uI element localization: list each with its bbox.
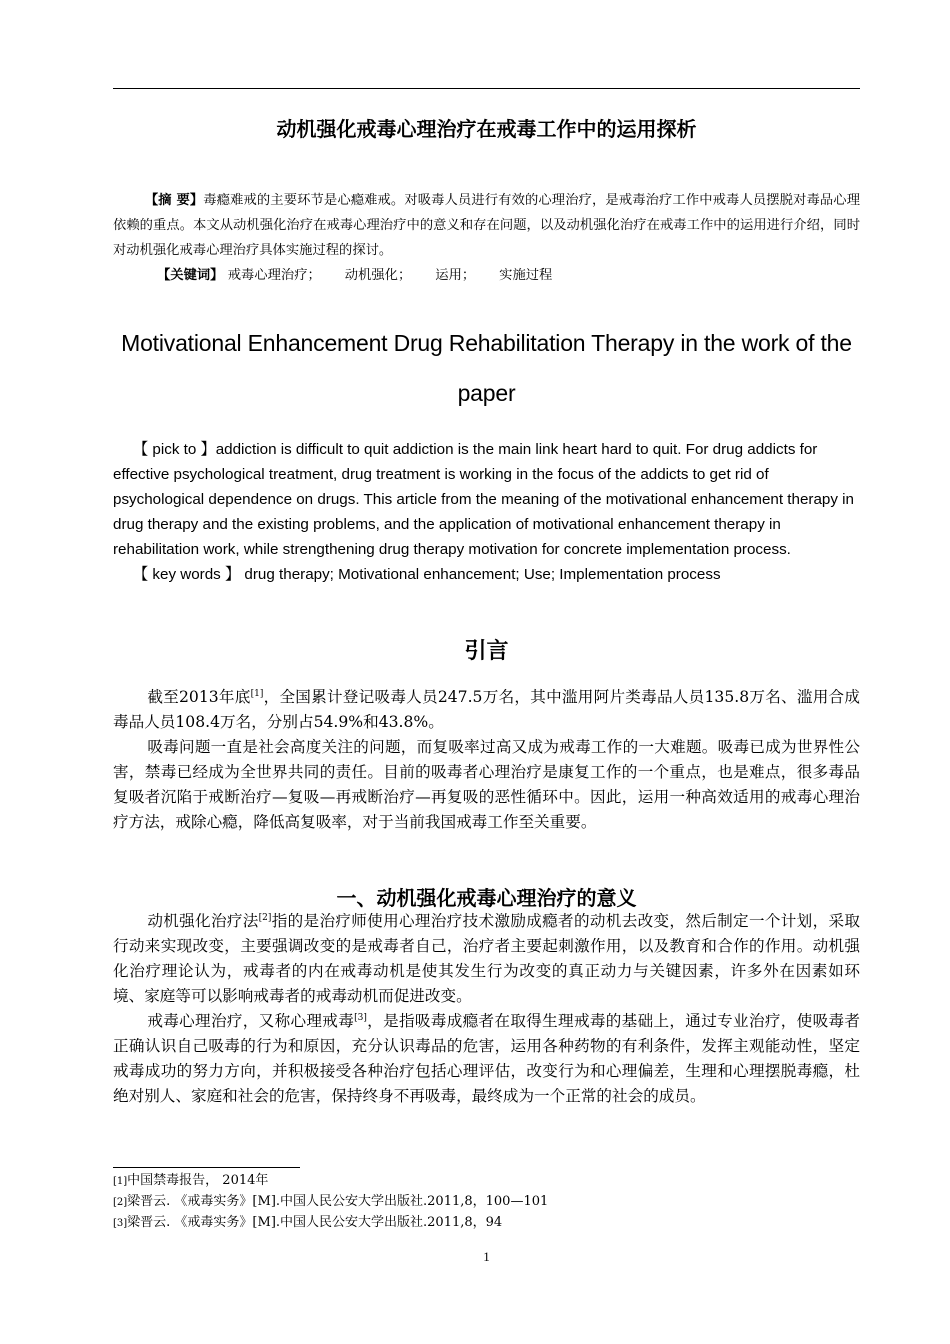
keyword-item: 运用； [435,268,476,283]
keywords-english [113,562,860,587]
keywords-english-text: drug therapy; Motivational enhancement; Use; Implementation process [240,566,721,583]
footnote-text: 中国禁毒报告， 2014年 [127,1173,269,1188]
keyword-item: 实施过程 [499,268,553,283]
keyword-item: 戒毒心理治疗； [227,268,321,283]
footnotes [113,1171,860,1234]
citation-ref[interactable]: [3] [354,1013,367,1023]
abstract-english-paragraph [113,437,860,562]
title-english: Motivational Enhancement Drug Rehabilitation Therapy in the work of the paper [121,330,852,406]
paragraph [113,909,860,1009]
introduction-body [113,685,860,835]
footnote-ref: [1] [113,1176,128,1187]
abstract-label: 【摘 要】 [144,193,204,208]
footnote-text: 梁晋云. 《戒毒实务》[M].中国人民公安大学出版社.2011,8，100—101 [127,1194,549,1209]
footnote-ref: [2] [113,1197,128,1208]
abstract-text: 毒瘾难戒的主要环节是心瘾难戒。对吸毒人员进行有效的心理治疗，是戒毒治疗工作中戒毒人员摆脱对毒品心理依赖的重点。本文从动机强化治疗在戒毒心理治疗中的意义和存在问题，以及动机强化治疗在戒毒工作中的运用进行介绍，同时对动机强化戒毒心理治疗具体实施过程的探讨。 [113,193,860,258]
keywords-english-label: 【 key words 】 [133,566,241,583]
footnote [113,1171,860,1192]
footnote [113,1192,860,1213]
paragraph [113,1009,860,1109]
abstract-chinese-paragraph [113,188,860,263]
citation-ref[interactable]: [2] [258,913,272,923]
footnote-text: 梁晋云. 《戒毒实务》[M].中国人民公安大学出版社.2011,8，94 [127,1215,503,1230]
text-run: ，全国累计登记吸毒人员247.5万名，其中滥用阿片类毒品人员135.8万名、滥用合成毒品人员108.4万名，分别占54.9%和43.8%。 [113,688,860,731]
text-run: 指的是治疗师使用心理治疗技术激励成瘾者的动机去改变，然后制定一个计划，采取行动来实现改变，主要强调改变的是戒毒者自己，治疗者主要起刺激作用，以及教育和合作的作用。动机强化治疗理论认为，戒毒者的内在戒毒动机是使其发生行为改变的真正动力与关键因素，许多外在因素如环境、家庭等可以影响戒毒者的戒毒动机而促进改变。 [113,912,860,1005]
keywords-label: 【关键词】 [157,268,224,283]
keyword-item: 动机强化； [344,268,412,283]
header-rule [113,88,860,89]
paragraph: 吸毒问题一直是社会高度关注的问题，而复吸率过高又成为戒毒工作的一大难题。吸毒已成为世界性公害，禁毒已经成为全世界共同的责任。目前的吸毒者心理治疗是康复工作的一个重点，也是难点，很多毒品复吸者沉陷于戒断治疗—复吸—再戒断治疗—再复吸的恶性循环中。因此，运用一种高效适用的戒毒心理治疗方法，戒除心瘾，降低高复吸率，对于当前我国戒毒工作至关重要。 [113,738,860,831]
heading-introduction: 引言 [464,639,509,664]
title-chinese: 动机强化戒毒心理治疗在戒毒工作中的运用探析 [276,117,697,141]
text-run: 动机强化治疗法 [147,912,259,930]
abstract-english-label: 【 pick to 】 [133,441,216,458]
text-run: 截至2013年底 [147,688,251,706]
text-run: 戒毒心理治疗，又称心理戒毒 [147,1012,355,1030]
page-number: 1 [483,1249,490,1264]
abstract-english-text: addiction is difficult to quit addiction is the main link heart hard to quit. For drug addicts for effective psychological treatment, drug treatment is working in the focus of the addicts to get rid of psychological dependence on drugs. This article from the meaning of the motivational enhancement therapy in drug therapy and the existing problems, and the application of motivational enhancement therapy in rehabilitation work, while strengthening drug therapy motivation for concrete implementation process. [113,441,854,558]
section-1-body [113,909,860,1109]
text-run: ，是指吸毒成瘾者在取得生理戒毒的基础上，通过专业治疗，使吸毒者正确认识自己吸毒的行为和原因，充分认识毒品的危害，运用各种药物的有利条件，发挥主观能动性，坚定戒毒成功的努力方向，并积极接受各种治疗包括心理评估，改变行为和心理偏差，生理和心理摆脱毒瘾，杜绝对别人、家庭和社会的危害，保持终身不再吸毒，最终成为一个正常的社会的成员。 [113,1012,860,1105]
abstract-chinese [113,188,860,288]
abstract-english [113,437,860,587]
footnote [113,1213,860,1234]
footnote-rule [113,1167,300,1168]
keywords-chinese [113,263,860,288]
paragraph [113,685,860,735]
heading-section-1: 一、动机强化戒毒心理治疗的意义 [336,886,637,910]
citation-ref[interactable]: [1] [250,689,264,699]
footnote-ref: [3] [113,1218,128,1229]
